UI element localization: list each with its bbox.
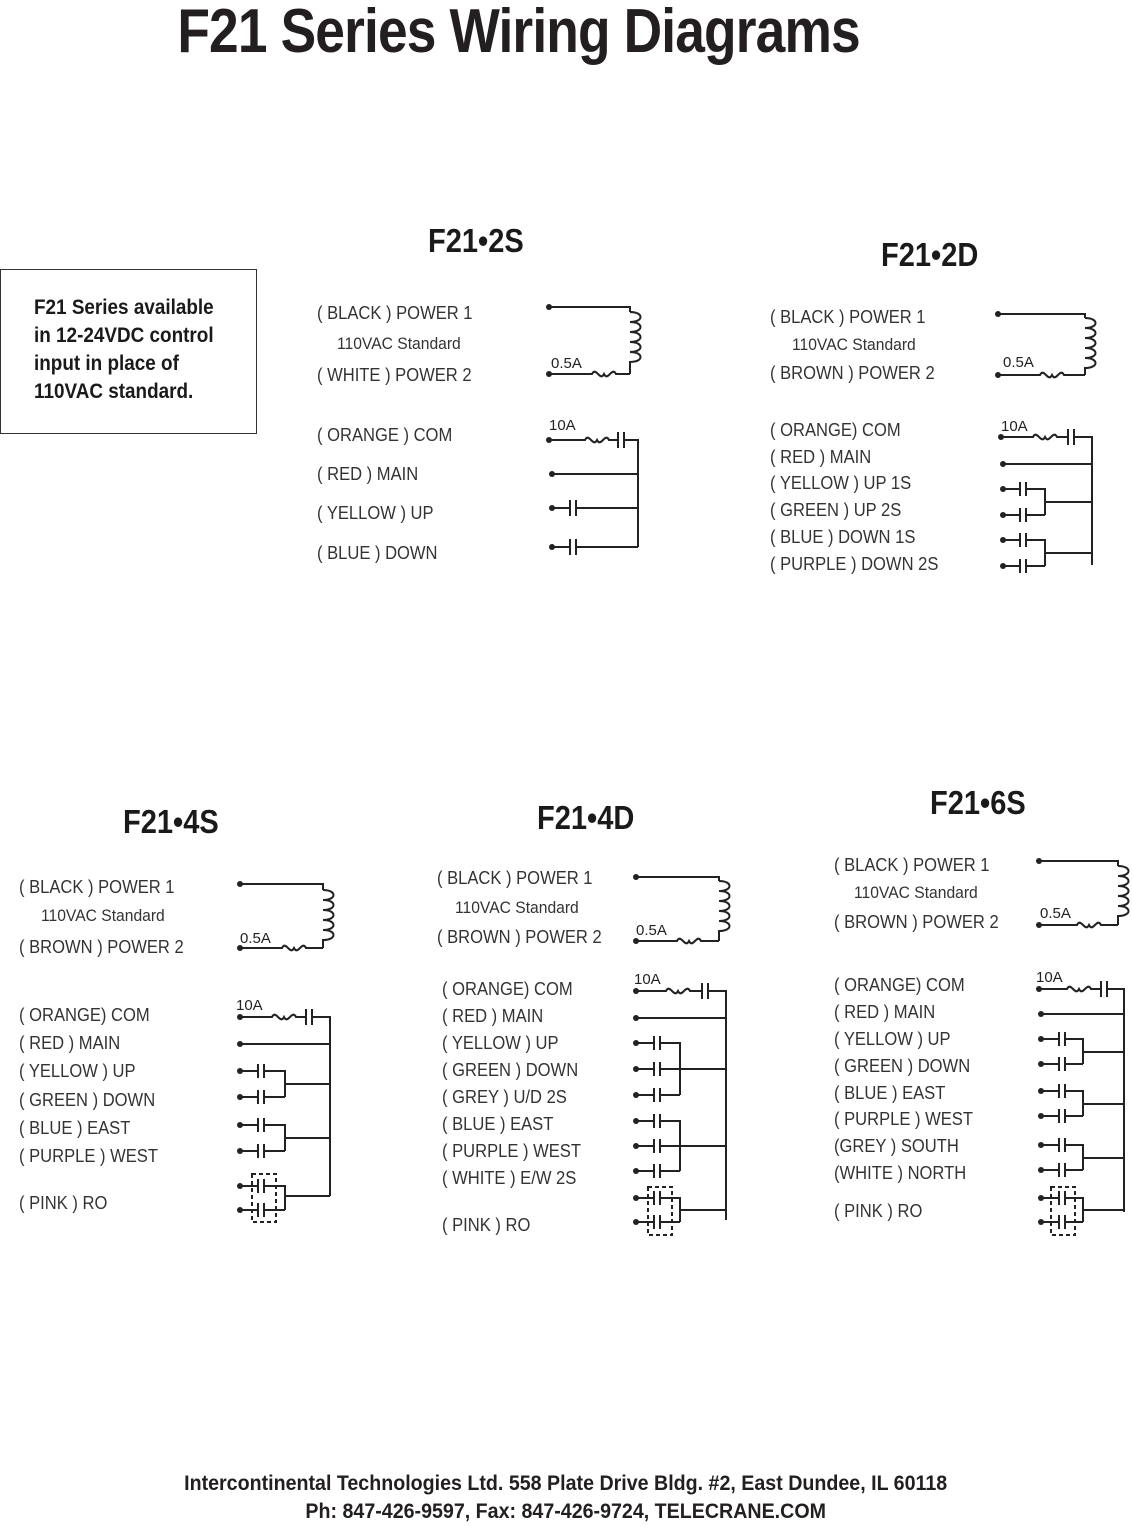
- contact-icon: [1041, 1084, 1083, 1116]
- coil-icon: [1118, 866, 1129, 925]
- note-line: 110VAC standard.: [34, 380, 194, 403]
- fuse-label: 0.5A: [1003, 354, 1034, 371]
- fuse-label: 0.5A: [636, 922, 667, 939]
- diagram-title: F21•6S: [930, 784, 1026, 821]
- voltage-label: 110VAC Standard: [337, 334, 461, 353]
- wire-label: ( ORANGE) COM: [19, 1005, 150, 1025]
- wire-label: ( ORANGE ) COM: [317, 425, 453, 445]
- power2-label: ( BROWN ) POWER 2: [437, 927, 602, 947]
- wire-label: ( PINK ) RO: [834, 1201, 923, 1221]
- fuse-icon: [1039, 923, 1118, 928]
- power1-label: ( BLACK ) POWER 1: [317, 303, 473, 323]
- wire-label: ( ORANGE) COM: [770, 420, 901, 440]
- wire-label: ( WHITE ) E/W 2S: [442, 1168, 577, 1188]
- voltage-label: 110VAC Standard: [854, 883, 978, 902]
- diagram-title: F21•2D: [881, 236, 979, 273]
- fuse-label: 10A: [1036, 969, 1063, 986]
- power2-label: ( BROWN ) POWER 2: [770, 363, 935, 383]
- wire-label: ( GREEN ) UP 2S: [770, 500, 902, 520]
- wire-label: ( PURPLE ) WEST: [442, 1141, 581, 1161]
- diagram-title: F21•4S: [123, 803, 219, 840]
- contact-icon: [1041, 1138, 1083, 1170]
- power2-label: ( WHITE ) POWER 2: [317, 365, 472, 385]
- wire-label: ( GREEN ) DOWN: [834, 1056, 971, 1076]
- wire-label: ( YELLOW ) UP: [834, 1029, 951, 1049]
- voltage-label: 110VAC Standard: [41, 906, 165, 925]
- wire-label: ( ORANGE) COM: [442, 979, 573, 999]
- fuse-label: 10A: [549, 417, 576, 434]
- wire-label: ( PURPLE ) DOWN 2S: [770, 554, 939, 574]
- wire-label: ( GREEN ) DOWN: [442, 1060, 579, 1080]
- voltage-label: 110VAC Standard: [455, 898, 579, 917]
- wire-label: ( BLUE ) EAST: [19, 1118, 131, 1138]
- contact-icon: [1041, 1191, 1124, 1229]
- contact-icon: [1041, 1032, 1083, 1064]
- wire-label: ( YELLOW ) UP 1S: [770, 473, 912, 493]
- fuse-label: 0.5A: [551, 355, 582, 372]
- wire-label: ( YELLOW ) UP: [317, 503, 434, 523]
- diagram-title: F21•4D: [537, 799, 635, 836]
- wire-label: ( GREEN ) DOWN: [19, 1090, 156, 1110]
- power1-label: ( BLACK ) POWER 1: [770, 307, 926, 327]
- footer-address: Intercontinental Technologies Ltd. 558 Plate Drive Bldg. #2, East Dundee, IL 60118: [184, 1472, 948, 1495]
- relay-box: [1051, 1187, 1075, 1235]
- wire-label: ( BLUE ) EAST: [442, 1114, 554, 1134]
- fuse-label: 0.5A: [1040, 905, 1071, 922]
- power1-label: ( BLACK ) POWER 1: [19, 877, 175, 897]
- fuse-label: 10A: [634, 971, 661, 988]
- note-line: F21 Series available: [34, 296, 214, 319]
- wire-label: ( YELLOW ) UP: [442, 1033, 559, 1053]
- wire-label: ( PINK ) RO: [19, 1193, 108, 1213]
- fuse-label: 10A: [236, 997, 263, 1014]
- footer-contact: Ph: 847-426-9597, Fax: 847-426-9724, TELECRANE.COM: [305, 1500, 826, 1523]
- page-title: F21 Series Wiring Diagrams: [177, 0, 860, 66]
- wire-label: ( PURPLE ) WEST: [19, 1146, 158, 1166]
- wire: [1039, 861, 1118, 866]
- contact-icon: [1039, 981, 1124, 1212]
- note-line: in 12-24VDC control: [34, 324, 214, 347]
- note-line: input in place of: [34, 352, 179, 375]
- power1-label: ( BLACK ) POWER 1: [437, 868, 593, 888]
- wire-label: ( RED ) MAIN: [317, 464, 419, 484]
- wire-label: ( GREY ) U/D 2S: [442, 1087, 567, 1107]
- power2-label: ( BROWN ) POWER 2: [19, 937, 184, 957]
- diagram-title: F21•2S: [428, 222, 524, 259]
- wire-label: (WHITE ) NORTH: [834, 1163, 967, 1183]
- fuse-label: 10A: [1001, 418, 1028, 435]
- wire-label: ( PINK ) RO: [442, 1215, 531, 1235]
- wire-label: ( ORANGE) COM: [834, 975, 965, 995]
- wire-label: ( BLUE ) DOWN 1S: [770, 527, 916, 547]
- wire-label: ( BLUE ) DOWN: [317, 543, 438, 563]
- wire-label: ( YELLOW ) UP: [19, 1061, 136, 1081]
- wire-label: ( PURPLE ) WEST: [834, 1109, 973, 1129]
- power1-label: ( BLACK ) POWER 1: [834, 855, 990, 875]
- wire-label: ( BLUE ) EAST: [834, 1083, 946, 1103]
- wire-label: ( RED ) MAIN: [442, 1006, 544, 1026]
- power2-label: ( BROWN ) POWER 2: [834, 912, 999, 932]
- wire-label: (GREY ) SOUTH: [834, 1136, 959, 1156]
- wire-label: ( RED ) MAIN: [770, 447, 872, 467]
- voltage-label: 110VAC Standard: [792, 335, 916, 354]
- wire-label: ( RED ) MAIN: [834, 1002, 936, 1022]
- fuse-label: 0.5A: [240, 930, 271, 947]
- wire-label: ( RED ) MAIN: [19, 1033, 121, 1053]
